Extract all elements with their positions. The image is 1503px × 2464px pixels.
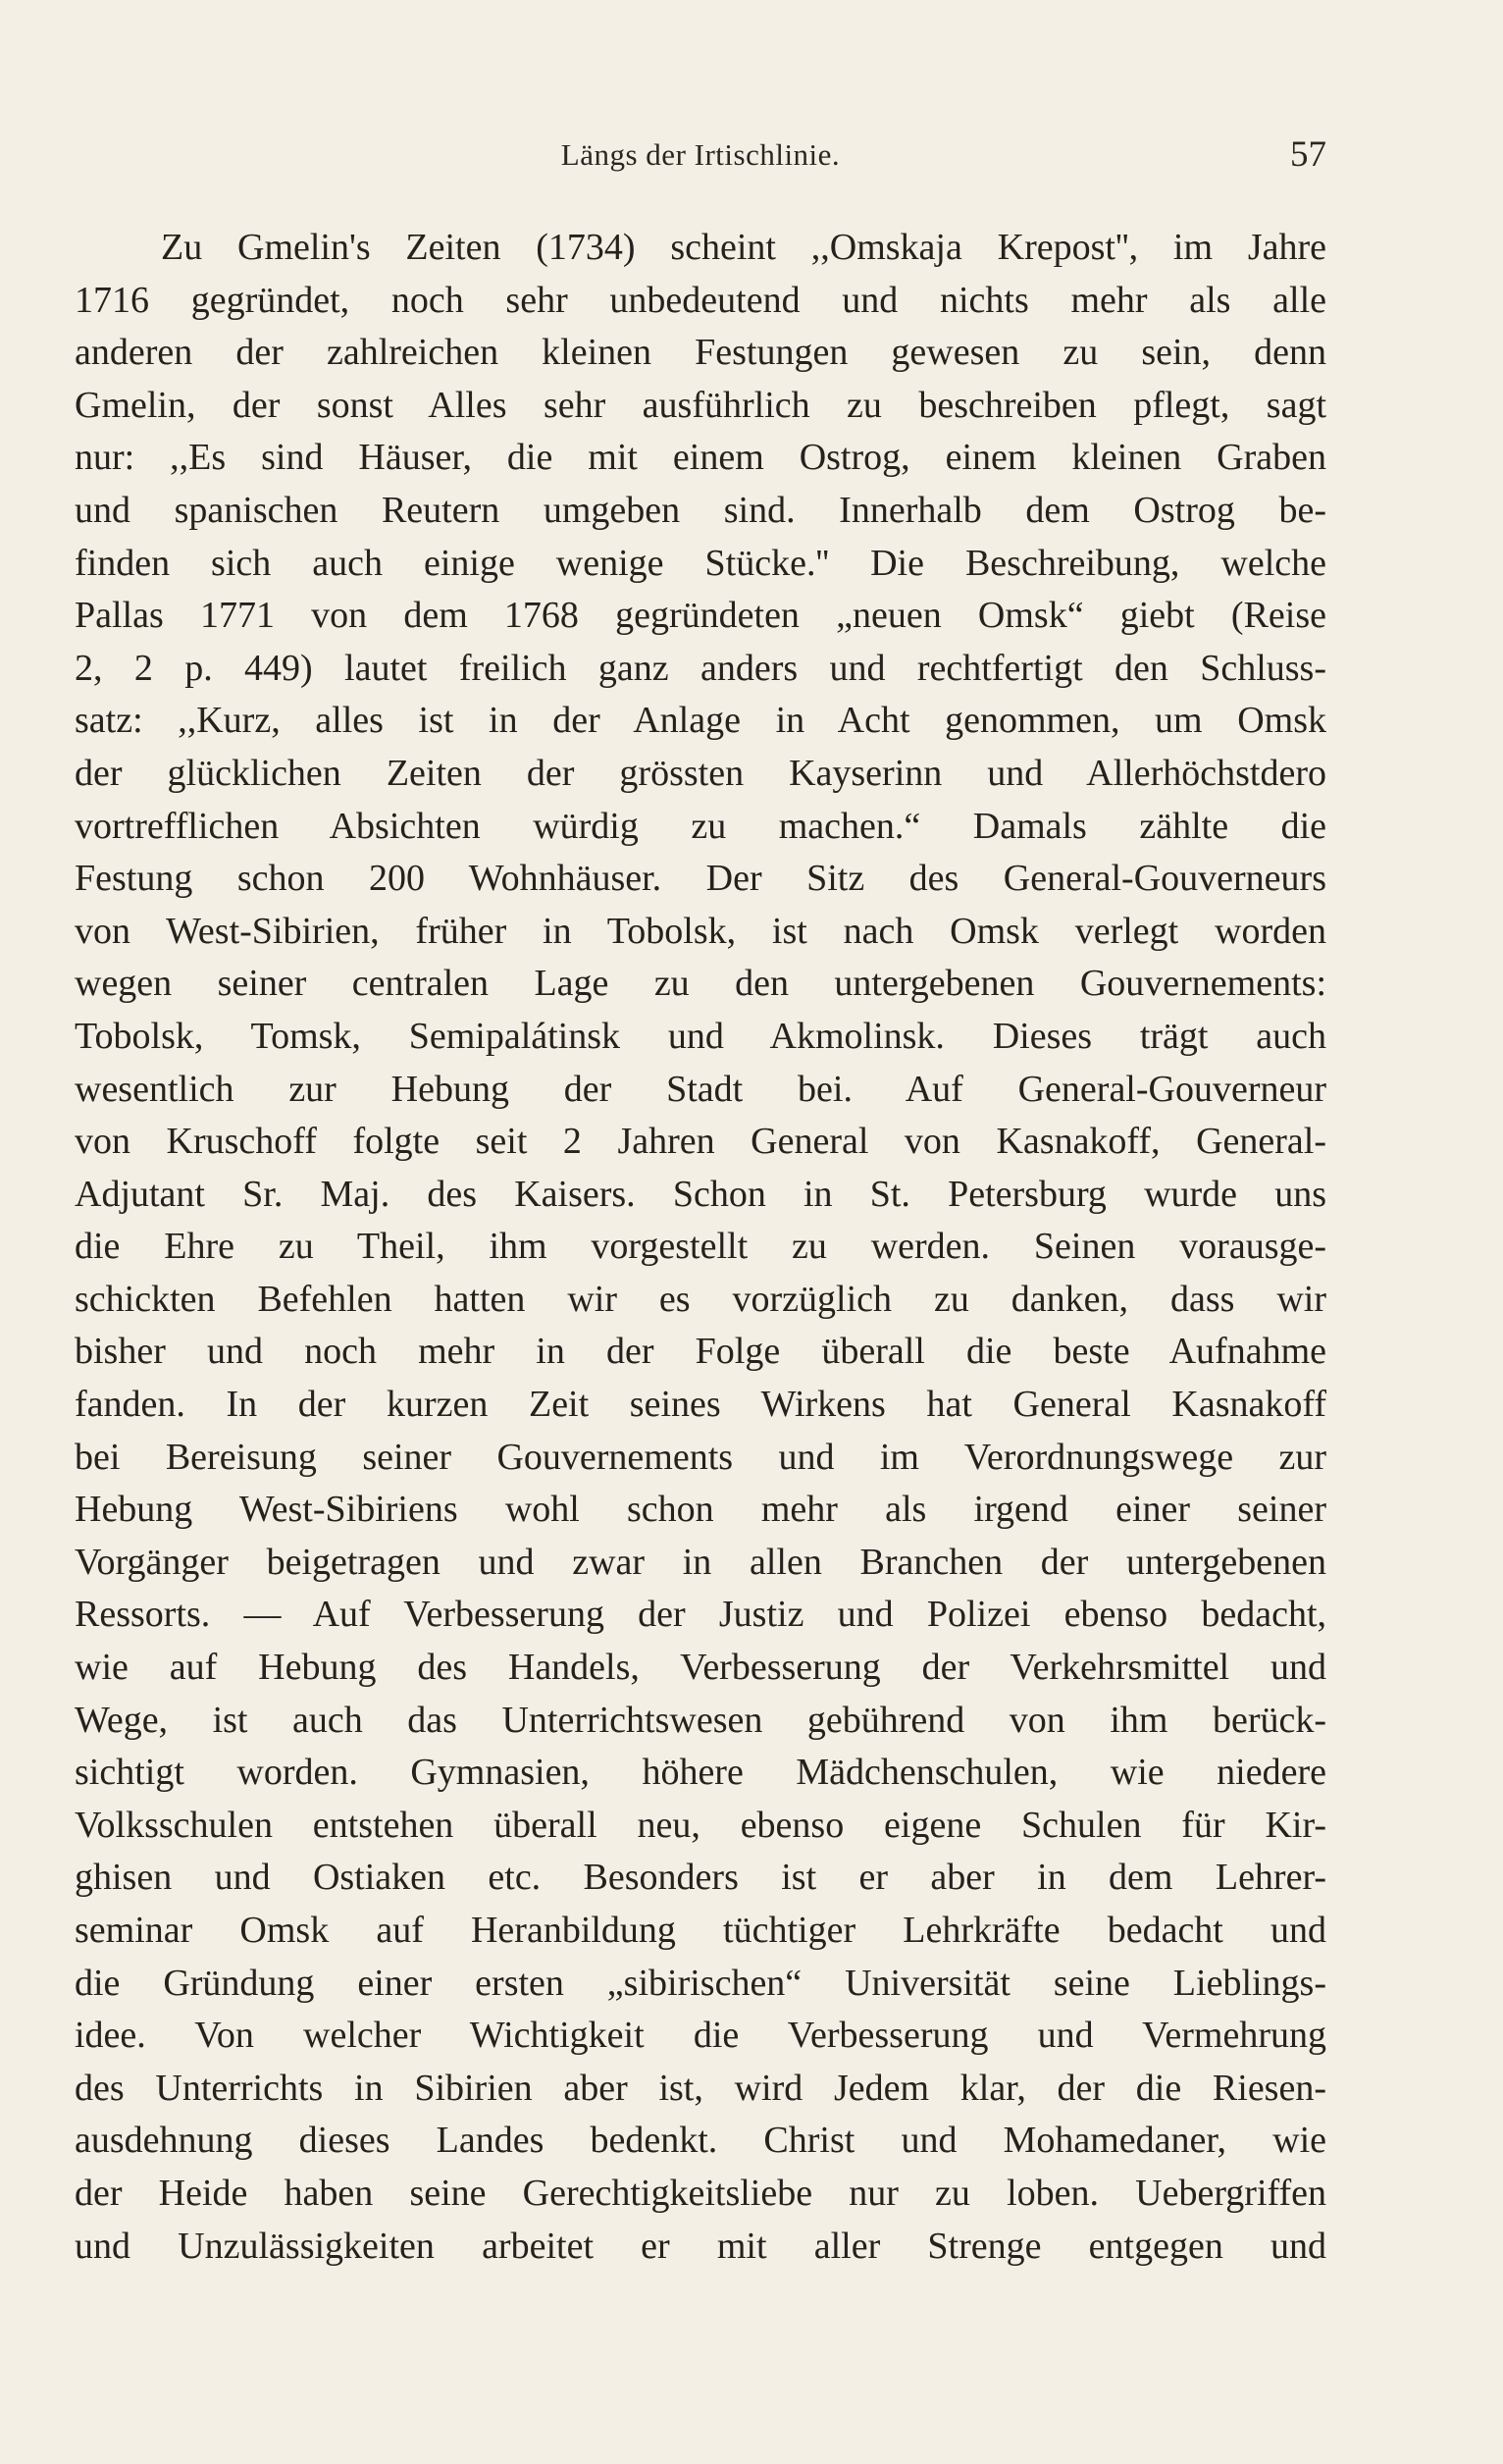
- text-line: von Kruschoff folgte seit 2 Jahren General von Kasnakoff, General-: [75, 1121, 1326, 1163]
- body-text: [75, 222, 1326, 2273]
- text-line: fanden. In der kurzen Zeit seines Wirkens hat General Kasnakoff: [75, 1384, 1326, 1426]
- text-line: Tobolsk, Tomsk, Semipalátinsk und Akmolinsk. Dieses trägt auch: [75, 1015, 1326, 1057]
- text-line: satz: ,,Kurz, alles ist in der Anlage in Acht genommen, um Omsk: [75, 700, 1326, 742]
- text-line: seminar Omsk auf Heranbildung tüchtiger Lehrkräfte bedacht und: [75, 1910, 1326, 1951]
- page-number: 57: [1290, 134, 1326, 175]
- text-line: 1716 gegründet, noch sehr unbedeutend und nichts mehr als alle: [75, 279, 1326, 321]
- text-line: Vorgänger beigetragen und zwar in allen Branchen der untergebenen: [75, 1541, 1326, 1583]
- text-line: sichtigt worden. Gymnasien, höhere Mädchenschulen, wie niedere: [75, 1752, 1326, 1794]
- text-line: Pallas 1771 von dem 1768 gegründeten „neuen Omsk“ giebt (Reise: [75, 595, 1326, 637]
- text-line: finden sich auch einige wenige Stücke.'' Die Beschreibung, welche: [75, 542, 1326, 584]
- text-line: idee. Von welcher Wichtigkeit die Verbesserung und Vermehrung: [75, 2015, 1326, 2057]
- text-line: und spanischen Reutern umgeben sind. Innerhalb dem Ostrog be-: [75, 489, 1326, 531]
- text-line: der glücklichen Zeiten der grössten Kayserinn und Allerhöchstdero: [75, 752, 1326, 794]
- text-line: schickten Befehlen hatten wir es vorzüglich zu danken, dass wir: [75, 1278, 1326, 1320]
- text-line: Hebung West-Sibiriens wohl schon mehr als irgend einer seiner: [75, 1489, 1326, 1531]
- text-line: der Heide haben seine Gerechtigkeitsliebe nur zu loben. Uebergriffen: [75, 2172, 1326, 2214]
- text-line: ausdehnung dieses Landes bedenkt. Christ und Mohamedaner, wie: [75, 2120, 1326, 2162]
- text-line: wesentlich zur Hebung der Stadt bei. Auf General-Gouverneur: [75, 1068, 1326, 1110]
- text-line: und Unzulässigkeiten arbeitet er mit aller Strenge entgegen und: [75, 2225, 1326, 2267]
- text-line: 2, 2 p. 449) lautet freilich ganz anders und rechtfertigt den Schluss-: [75, 647, 1326, 689]
- text-line: des Unterrichts in Sibirien aber ist, wird Jedem klar, der die Riesen-: [75, 2067, 1326, 2109]
- text-line: die Gründung einer ersten „sibirischen“ Universität seine Lieblings-: [75, 1962, 1326, 2004]
- text-line: Wege, ist auch das Unterrichtswesen gebührend von ihm berück-: [75, 1699, 1326, 1741]
- text-line: bisher und noch mehr in der Folge überall die beste Aufnahme: [75, 1331, 1326, 1373]
- running-head-title: Längs der Irtischlinie.: [560, 137, 841, 172]
- text-line: nur: ,,Es sind Häuser, die mit einem Ostrog, einem kleinen Graben: [75, 437, 1326, 479]
- text-line: vortrefflichen Absichten würdig zu machen.“ Damals zählte die: [75, 805, 1326, 847]
- paragraph-first-line: Zu Gmelin's Zeiten (1734) scheint ,,Omskaja Krepost'', im Jahre: [161, 227, 1326, 268]
- text-line: die Ehre zu Theil, ihm vorgestellt zu werden. Seinen vorausge-: [75, 1226, 1326, 1268]
- text-line: Ressorts. — Auf Verbesserung der Justiz und Polizei ebenso bedacht,: [75, 1594, 1326, 1636]
- text-line: bei Bereisung seiner Gouvernements und im Verordnungswege zur: [75, 1436, 1326, 1478]
- text-line: ghisen und Ostiaken etc. Besonders ist er aber in dem Lehrer-: [75, 1857, 1326, 1899]
- text-line: anderen der zahlreichen kleinen Festungen gewesen zu sein, denn: [75, 332, 1326, 374]
- text-line: Festung schon 200 Wohnhäuser. Der Sitz des General-Gouverneurs: [75, 858, 1326, 900]
- text-line: wie auf Hebung des Handels, Verbesserung der Verkehrsmittel und: [75, 1647, 1326, 1689]
- text-line: wegen seiner centralen Lage zu den untergebenen Gouvernements:: [75, 963, 1326, 1005]
- text-line: Adjutant Sr. Maj. des Kaisers. Schon in St. Petersburg wurde uns: [75, 1173, 1326, 1215]
- text-line: von West-Sibirien, früher in Tobolsk, ist nach Omsk verlegt worden: [75, 910, 1326, 952]
- text-line: Gmelin, der sonst Alles sehr ausführlich zu beschreiben pflegt, sagt: [75, 384, 1326, 426]
- running-head: [75, 133, 1326, 183]
- text-line: Volksschulen entstehen überall neu, ebenso eigene Schulen für Kir-: [75, 1804, 1326, 1846]
